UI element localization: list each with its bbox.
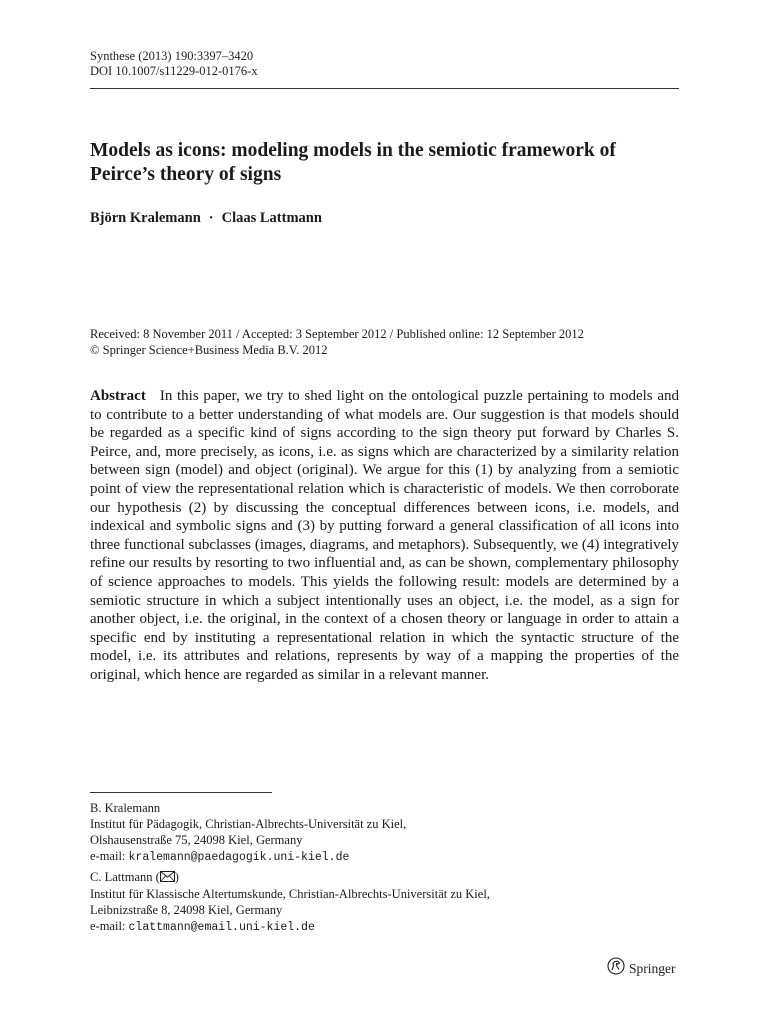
journal-citation: Synthese (2013) 190:3397–3420 [90,49,254,63]
email-address[interactable]: clattmann@email.uni-kiel.de [128,921,315,934]
email-address[interactable]: kralemann@paedagogik.uni-kiel.de [128,851,350,864]
affiliation-block [90,800,406,866]
paper-title: Models as icons: modeling models in the semiotic framework of Peirce’s theory of signs [90,140,616,185]
affiliation-address: Leibnizstraße 8, 24098 Kiel, Germany [90,903,283,917]
author-list [90,209,322,227]
email-label: e-mail: [90,919,129,933]
springer-horse-icon [607,957,625,980]
abstract-text: In this paper, we try to shed light on the ontological puzzle pertaining to models and to contribute to a better understanding of what models are. Our suggestion is that models should be regarded as a specific kind of signs according to the sign theory put forward by Charles S. Peirce, and, more precisely, as icons, i.e. as signs which are characterized by a similarity relation between sign (model) and object (original). We argue for this (1) by analyzing from a semiotic point of view the representational relation which is characteristic of models. We then corroborate our hypothesis (2) by discussing the conceptual differences between icons, i.e. models, and indexical and symbolic signs and (3) by putting forward a general classification of all icons into three functional subclasses (images, diagrams, and metaphors). Subsequently, we (4) integratively refine our results by resorting to two influential and, as can be shown, complementary philosophy of science approaches to models. This yields the following result: models are determined by a semiotic structure in which a subject intentionally uses an object, i.e. the model, as a sign for another object, i.e. the original, in the context of a chosen theory or language in order to attain a specific end by instituting a representational relation in which the syntactic structure of the model, i.e. its attributes and relations, represents by way of a mapping the properties of the original, which hence are regarded as similar in a relevant manner. [90,388,679,683]
affiliation-institute: Institut für Klassische Altertumskunde, Christian-Albrechts-Universität zu Kiel, [90,887,490,901]
abstract-label: Abstract [90,388,146,404]
affiliation-email-line [90,918,490,936]
journal-header [90,49,258,79]
email-label: e-mail: [90,849,129,863]
footnote-divider [90,792,272,793]
received-accepted-line: Received: 8 November 2011 / Accepted: 3 September 2012 / Published online: 12 September 2012 [90,327,584,341]
author-separator: · [208,210,214,226]
affiliation-name-line [90,869,490,886]
author-name: Claas Lattmann [221,210,322,226]
header-divider [90,88,679,89]
author-name: Björn Kralemann [90,210,201,226]
copyright-line: © Springer Science+Business Media B.V. 2012 [90,342,328,357]
publisher-logo [607,957,676,980]
publication-dates [90,327,679,358]
affiliation-block [90,869,490,936]
affiliation-name: B. Kralemann [90,801,161,815]
affiliation-name: C. Lattmann ( [90,870,160,884]
affiliation-address: Olshausenstraße 75, 24098 Kiel, Germany [90,833,303,847]
abstract [90,387,679,685]
paper-page [90,0,679,1024]
affiliation-email-line [90,848,406,866]
affiliation-institute: Institut für Pädagogik, Christian-Albrechts-Universität zu Kiel, [90,817,407,831]
affiliation-name-close: ) [174,870,179,884]
envelope-icon [160,870,175,886]
doi-line: DOI 10.1007/s11229-012-0176-x [90,64,258,78]
publisher-name: Springer [629,960,676,976]
